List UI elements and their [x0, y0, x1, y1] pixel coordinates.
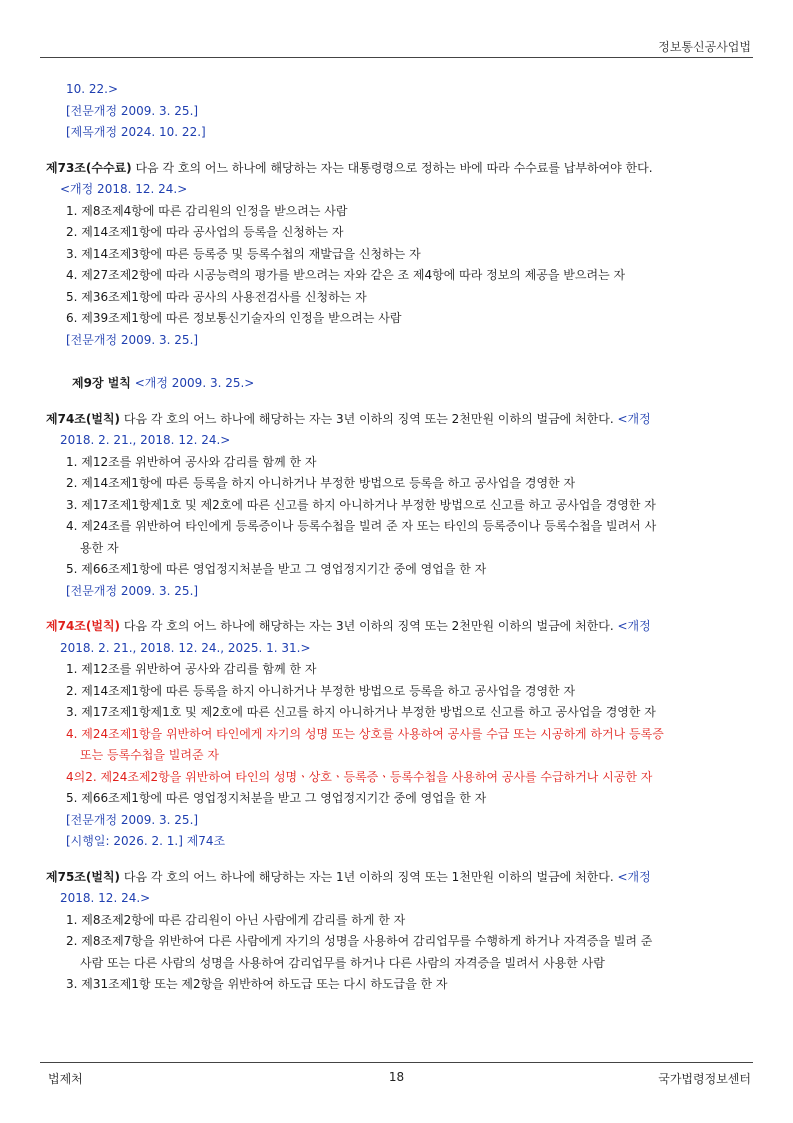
- article-73-amend: <개정 2018. 12. 24.>: [60, 182, 188, 196]
- chapter-title: 제9장 벌칙: [72, 376, 131, 390]
- list-item-changed: 4. 제24조제1항을 위반하여 타인에게 자기의 성명 또는 상호를 사용하여 공사를 수급 또는 시공하게 하거나 등록증: [66, 726, 664, 741]
- list-item-changed-continuation: 또는 등록수첩을 빌려준 자: [80, 748, 219, 762]
- document-title: 정보통신공사업법: [658, 40, 751, 54]
- article-74-future-text: 다음 각 호의 어느 하나에 해당하는 자는 3년 이하의 징역 또는 2천만원 이하의 벌금에 처한다.: [120, 619, 618, 633]
- effective-date-note: [시행일: 2026. 2. 1.] 제74조: [66, 834, 226, 848]
- list-item-new: 4의2. 제24조제2항을 위반하여 타인의 성명ㆍ상호ㆍ등록증ㆍ등록수첩을 사용하여 공사를 수급하거나 시공한 자: [66, 769, 653, 784]
- article-73-text: 다음 각 호의 어느 하나에 해당하는 자는 대통령령으로 정하는 바에 따라 수수료를 납부하여야 한다.: [131, 160, 653, 175]
- chapter-9-heading: [46, 373, 758, 395]
- list-item: 2. 제14조제1항에 따른 등록을 하지 아니하거나 부정한 방법으로 등록을 하고 공사업을 경영한 자: [66, 683, 576, 698]
- list-item: 1. 제12조를 위반하여 공사와 감리를 함께 한 자: [66, 662, 317, 676]
- header-divider: [40, 57, 753, 58]
- list-item: 5. 제66조제1항에 따른 영업정지처분을 받고 그 영업정지기간 중에 영업을 한 자: [66, 791, 487, 805]
- article-74-amend: 2018. 2. 21., 2018. 12. 24.>: [60, 433, 231, 447]
- article-74-future: [46, 616, 758, 638]
- list-item: 6. 제39조제1항에 따른 정보통신기술자의 인정을 받으려는 사람: [66, 311, 402, 325]
- list-item-continuation: 용한 자: [80, 540, 119, 555]
- list-item: 1. 제12조를 위반하여 공사와 감리를 함께 한 자: [66, 454, 317, 469]
- list-item-continuation: 사람 또는 다른 사람의 성명을 사용하여 감리업무를 하거나 다른 사람의 자격증을 빌려서 사용한 사람: [80, 955, 605, 970]
- list-item: 4. 제27조제2항에 따라 시공능력의 평가를 받으려는 자와 같은 조 제4항에 따라 정보의 제공을 받으려는 자: [66, 268, 626, 282]
- article-74-title: 제74조(벌칙): [46, 411, 121, 426]
- page-number: 18: [388, 1070, 405, 1084]
- list-item: 3. 제17조제1항제1호 및 제2호에 따른 신고를 하지 아니하거나 부정한 방법으로 신고를 하고 공사업을 경영한 자: [66, 497, 656, 512]
- list-item: 3. 제31조제1항 또는 제2항을 위반하여 하도급 또는 다시 하도급을 한 자: [66, 977, 448, 991]
- article-74-future-amend-start: <개정: [617, 619, 651, 633]
- document-body: [46, 79, 758, 996]
- article-73-revision-note: [전문개정 2009. 3. 25.]: [66, 332, 199, 347]
- chapter-amend: <개정 2009. 3. 25.>: [130, 376, 255, 390]
- list-item: 2. 제8조제7항을 위반하여 다른 사람에게 자기의 성명을 사용하여 감리업무를 수행하게 하거나 자격증을 빌려 준: [66, 934, 653, 948]
- article-73: [46, 158, 758, 180]
- title-revision-note: [제목개정 2024. 10. 22.]: [66, 125, 206, 139]
- article-74-text: 다음 각 호의 어느 하나에 해당하는 자는 3년 이하의 징역 또는 2천만원 이하의 벌금에 처한다.: [120, 411, 618, 426]
- article-75-title: 제75조(벌칙): [46, 869, 121, 884]
- list-item: 4. 제24조를 위반하여 타인에게 등록증이나 등록수첩을 빌려 준 자 또는 타인의 등록증이나 등록수첩을 빌려서 사: [66, 519, 657, 533]
- article-74-revision-note: [전문개정 2009. 3. 25.]: [66, 583, 199, 598]
- article-73-title: 제73조(수수료): [46, 160, 132, 175]
- article-74-amend-start: <개정: [617, 411, 651, 426]
- list-item: 1. 제8조제2항에 따른 감리원이 아닌 사람에게 감리를 하게 한 자: [66, 912, 406, 927]
- article-74-future-amend: 2018. 2. 21., 2018. 12. 24., 2025. 1. 31.>: [60, 640, 311, 655]
- article-74-future-title: 제74조(벌칙): [46, 619, 121, 633]
- list-item: 3. 제17조제1항제1호 및 제2호에 따른 신고를 하지 아니하거나 부정한 방법으로 신고를 하고 공사업을 경영한 자: [66, 705, 656, 719]
- list-item: 1. 제8조제4항에 따른 감리원의 인정을 받으려는 사람: [66, 203, 348, 218]
- article-75: [46, 867, 758, 889]
- article-75-text: 다음 각 호의 어느 하나에 해당하는 자는 1년 이하의 징역 또는 1천만원 이하의 벌금에 처한다.: [120, 869, 618, 884]
- amend-note: 10. 22.>: [66, 82, 119, 96]
- footer-publisher: 법제처: [48, 1072, 83, 1086]
- article-74-future-revision-note: [전문개정 2009. 3. 25.]: [66, 812, 199, 827]
- list-item: 2. 제14조제1항에 따라 공사업의 등록을 신청하는 자: [66, 225, 344, 239]
- list-item: 3. 제14조제3항에 따른 등록증 및 등록수첩의 재발급을 신청하는 자: [66, 246, 421, 261]
- revision-note: [전문개정 2009. 3. 25.]: [66, 103, 199, 118]
- list-item: 2. 제14조제1항에 따른 등록을 하지 아니하거나 부정한 방법으로 등록을 하고 공사업을 경영한 자: [66, 476, 576, 490]
- article-75-amend: 2018. 12. 24.>: [60, 891, 151, 905]
- footer-divider: [40, 1062, 753, 1063]
- article-74: [46, 409, 758, 431]
- footer-source: 국가법령정보센터: [658, 1072, 751, 1086]
- list-item: 5. 제36조제1항에 따라 공사의 사용전검사를 신청하는 자: [66, 289, 367, 304]
- list-item: 5. 제66조제1항에 따른 영업정지처분을 받고 그 영업정지기간 중에 영업을 한 자: [66, 562, 487, 576]
- article-75-amend-start: <개정: [617, 869, 651, 884]
